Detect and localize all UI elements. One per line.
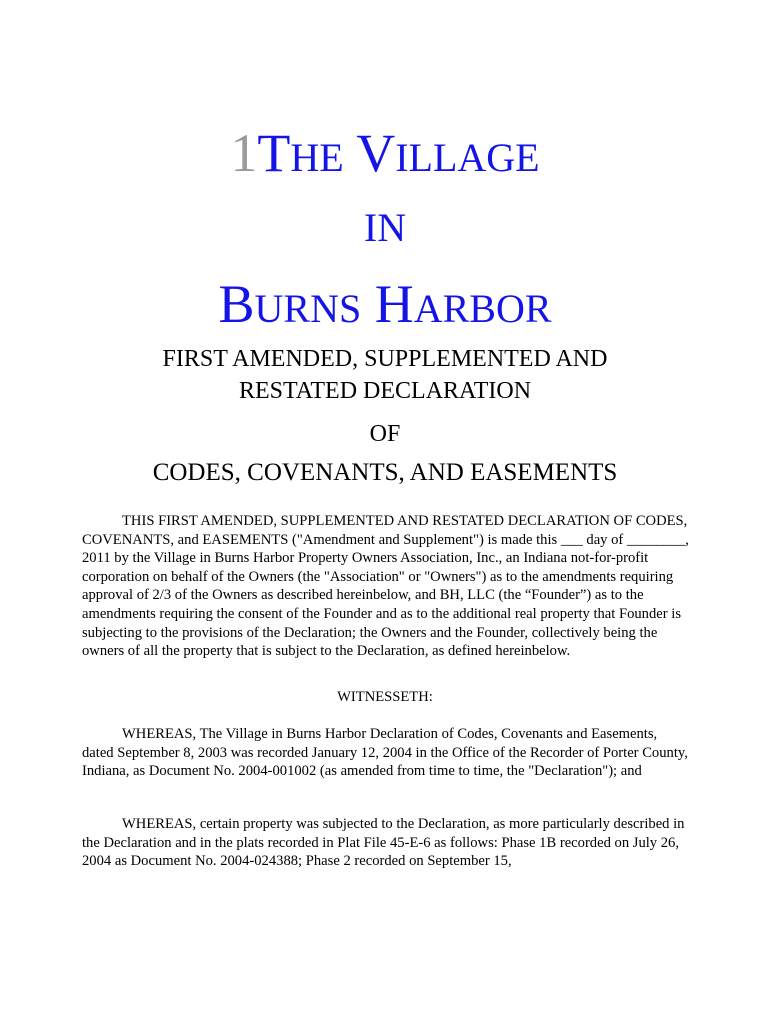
title-word-village-rest: ILLAGE [395, 135, 540, 180]
paragraph-whereas-2 [82, 815, 689, 871]
paragraph-whereas-1-text: WHEREAS, The Village in Burns Harbor Declaration of Codes, Covenants and Easements, dated September 8, 2003 was recorded January 12, 2004 in the Office of the Recorder of Porter County, Indiana, as Document No. 2004-001002 (as amended from time to time, the "Declaration"); and [82, 726, 688, 780]
title-line-1 [0, 118, 770, 188]
title-word-burns-rest: URNS [254, 286, 362, 331]
subheading-line-1: FIRST AMENDED, SUPPLEMENTED AND [162, 346, 608, 372]
title-word-burns-initial: B [218, 274, 255, 334]
subheading-line-4: CODES, COVENANTS, AND EASEMENTS [152, 459, 618, 486]
paragraph-introduction-text: THIS FIRST AMENDED, SUPPLEMENTED AND RESTATED DECLARATION OF CODES, COVENANTS, and EASEMENTS ("Amendment and Supplement") is made this ___ day of ________, 2011 by the Village in Burns Harbor Property Owners Association, Inc., an Indiana not-for-profit corporation on behalf of the Owners (the "Association" or "Owners") as to the amendments requiring approval of 2/3 of the Owners as described hereinbelow, and BH, LLC (the “Founder”) as to the amendments requiring the consent of the Founder and as to the additional real property that Founder is subjecting to the provisions of the Declaration; the Owners and the Founder, collectively being the owners of all the property that is subject to the Declaration, as defined hereinbelow. [82, 513, 689, 660]
subheading-line-2: RESTATED DECLARATION [238, 378, 532, 404]
paragraph-whereas-2-text: WHEREAS, certain property was subjected to the Declaration, as more particularly described in the Declaration and in the plats recorded in Plat File 45-E-6 as follows: Phase 1B recorded on July 26, 2004 as Document No. 2004-024388; Phase 2 recorded on September 15, [82, 816, 685, 870]
paragraph-introduction [82, 512, 689, 661]
title-line-2: IN [363, 205, 407, 250]
title-line-3 [0, 268, 770, 340]
title-word-the-rest: HE [290, 135, 344, 180]
title-word-village-initial: V [356, 123, 396, 183]
title-word-harbor-rest: ARBOR [413, 286, 552, 331]
title-word-the-initial: T [257, 123, 291, 183]
title-word-harbor-initial: H [374, 274, 414, 334]
paragraph-whereas-1 [82, 725, 689, 781]
subheading-line-3: OF [369, 421, 401, 447]
title-footnote-number: 1 [230, 123, 258, 183]
witnesseth-heading: WITNESSETH: [337, 689, 433, 705]
